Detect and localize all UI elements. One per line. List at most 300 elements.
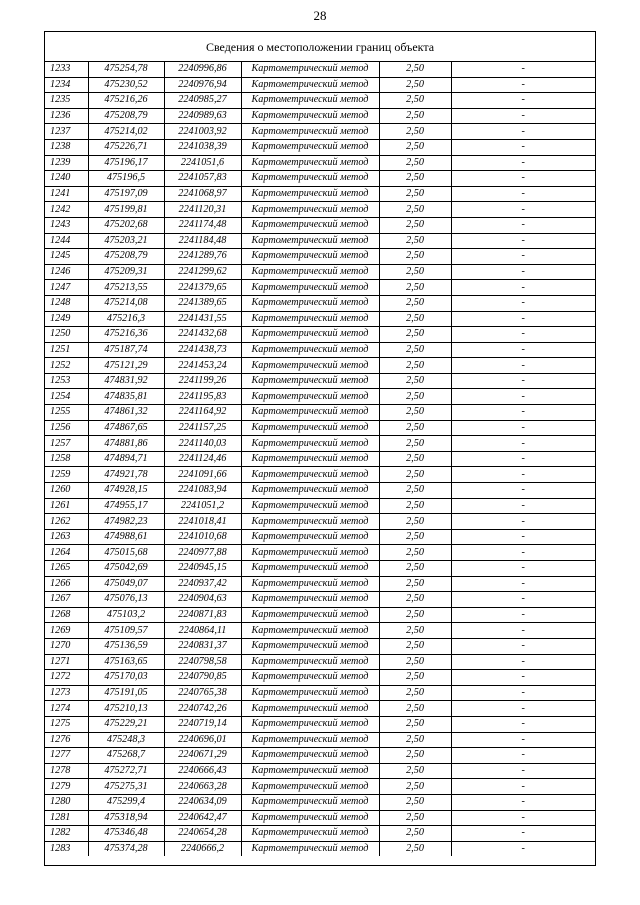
y-coordinate-cell: 2241389,65 xyxy=(164,295,241,311)
point-number-cell: 1262 xyxy=(45,514,88,530)
x-coordinate-cell: 475268,7 xyxy=(88,748,164,764)
accuracy-cell: 2,50 xyxy=(379,732,451,748)
point-number-cell: 1282 xyxy=(45,826,88,842)
point-number-cell: 1274 xyxy=(45,701,88,717)
method-cell: Картометрический метод xyxy=(241,280,379,296)
accuracy-cell: 2,50 xyxy=(379,451,451,467)
method-cell: Картометрический метод xyxy=(241,327,379,343)
method-cell: Картометрический метод xyxy=(241,545,379,561)
method-cell: Картометрический метод xyxy=(241,670,379,686)
method-cell: Картометрический метод xyxy=(241,264,379,280)
method-cell: Картометрический метод xyxy=(241,638,379,654)
table-row xyxy=(45,405,595,421)
table-row xyxy=(45,623,595,639)
y-coordinate-cell: 2241453,24 xyxy=(164,358,241,374)
point-number-cell: 1238 xyxy=(45,139,88,155)
x-coordinate-cell: 474921,78 xyxy=(88,467,164,483)
point-number-cell: 1241 xyxy=(45,186,88,202)
y-coordinate-cell: 2240871,83 xyxy=(164,607,241,623)
accuracy-cell: 2,50 xyxy=(379,529,451,545)
point-number-cell: 1266 xyxy=(45,576,88,592)
method-cell: Картометрический метод xyxy=(241,498,379,514)
accuracy-cell: 2,50 xyxy=(379,358,451,374)
accuracy-cell: 2,50 xyxy=(379,155,451,171)
y-coordinate-cell: 2241195,83 xyxy=(164,389,241,405)
description-cell: - xyxy=(451,748,595,764)
point-number-cell: 1255 xyxy=(45,405,88,421)
x-coordinate-cell: 475170,03 xyxy=(88,670,164,686)
point-number-cell: 1261 xyxy=(45,498,88,514)
y-coordinate-cell: 2241199,26 xyxy=(164,373,241,389)
boundary-points-table xyxy=(45,62,595,856)
description-cell: - xyxy=(451,826,595,842)
x-coordinate-cell: 474982,23 xyxy=(88,514,164,530)
x-coordinate-cell: 475209,31 xyxy=(88,264,164,280)
table-row xyxy=(45,202,595,218)
method-cell: Картометрический метод xyxy=(241,467,379,483)
method-cell: Картометрический метод xyxy=(241,483,379,499)
accuracy-cell: 2,50 xyxy=(379,576,451,592)
point-number-cell: 1251 xyxy=(45,342,88,358)
accuracy-cell: 2,50 xyxy=(379,171,451,187)
method-cell: Картометрический метод xyxy=(241,233,379,249)
accuracy-cell: 2,50 xyxy=(379,748,451,764)
description-cell: - xyxy=(451,77,595,93)
description-cell: - xyxy=(451,171,595,187)
method-cell: Картометрический метод xyxy=(241,592,379,608)
method-cell: Картометрический метод xyxy=(241,685,379,701)
description-cell: - xyxy=(451,576,595,592)
accuracy-cell: 2,50 xyxy=(379,763,451,779)
y-coordinate-cell: 2240790,85 xyxy=(164,670,241,686)
table-row xyxy=(45,311,595,327)
accuracy-cell: 2,50 xyxy=(379,794,451,810)
accuracy-cell: 2,50 xyxy=(379,295,451,311)
y-coordinate-cell: 2240671,29 xyxy=(164,748,241,764)
x-coordinate-cell: 474867,65 xyxy=(88,420,164,436)
method-cell: Картометрический метод xyxy=(241,561,379,577)
table-row xyxy=(45,576,595,592)
table-row xyxy=(45,779,595,795)
x-coordinate-cell: 475318,94 xyxy=(88,810,164,826)
description-cell: - xyxy=(451,373,595,389)
y-coordinate-cell: 2241140,03 xyxy=(164,436,241,452)
accuracy-cell: 2,50 xyxy=(379,514,451,530)
method-cell: Картометрический метод xyxy=(241,748,379,764)
accuracy-cell: 2,50 xyxy=(379,327,451,343)
x-coordinate-cell: 475214,08 xyxy=(88,295,164,311)
x-coordinate-cell: 475299,4 xyxy=(88,794,164,810)
description-cell: - xyxy=(451,607,595,623)
description-cell: - xyxy=(451,124,595,140)
point-number-cell: 1280 xyxy=(45,794,88,810)
method-cell: Картометрический метод xyxy=(241,701,379,717)
table-row xyxy=(45,561,595,577)
y-coordinate-cell: 2241091,66 xyxy=(164,467,241,483)
accuracy-cell: 2,50 xyxy=(379,389,451,405)
method-cell: Картометрический метод xyxy=(241,716,379,732)
y-coordinate-cell: 2240945,15 xyxy=(164,561,241,577)
y-coordinate-cell: 2240937,42 xyxy=(164,576,241,592)
table-row xyxy=(45,514,595,530)
accuracy-cell: 2,50 xyxy=(379,826,451,842)
accuracy-cell: 2,50 xyxy=(379,685,451,701)
table-row xyxy=(45,670,595,686)
description-cell: - xyxy=(451,483,595,499)
point-number-cell: 1250 xyxy=(45,327,88,343)
accuracy-cell: 2,50 xyxy=(379,654,451,670)
point-number-cell: 1235 xyxy=(45,93,88,109)
x-coordinate-cell: 475346,48 xyxy=(88,826,164,842)
method-cell: Картометрический метод xyxy=(241,841,379,856)
x-coordinate-cell: 475272,71 xyxy=(88,763,164,779)
table-row xyxy=(45,654,595,670)
table-row xyxy=(45,748,595,764)
description-cell: - xyxy=(451,732,595,748)
accuracy-cell: 2,50 xyxy=(379,139,451,155)
point-number-cell: 1272 xyxy=(45,670,88,686)
x-coordinate-cell: 475187,74 xyxy=(88,342,164,358)
table-row xyxy=(45,483,595,499)
table-row xyxy=(45,732,595,748)
x-coordinate-cell: 475213,55 xyxy=(88,280,164,296)
description-cell: - xyxy=(451,794,595,810)
method-cell: Картометрический метод xyxy=(241,436,379,452)
description-cell: - xyxy=(451,420,595,436)
accuracy-cell: 2,50 xyxy=(379,561,451,577)
table-row xyxy=(45,467,595,483)
point-number-cell: 1240 xyxy=(45,171,88,187)
point-number-cell: 1278 xyxy=(45,763,88,779)
description-cell: - xyxy=(451,545,595,561)
x-coordinate-cell: 475208,79 xyxy=(88,108,164,124)
table-row xyxy=(45,607,595,623)
description-cell: - xyxy=(451,93,595,109)
point-number-cell: 1279 xyxy=(45,779,88,795)
table-row xyxy=(45,358,595,374)
description-cell: - xyxy=(451,358,595,374)
y-coordinate-cell: 2241057,83 xyxy=(164,171,241,187)
description-cell: - xyxy=(451,592,595,608)
x-coordinate-cell: 474881,86 xyxy=(88,436,164,452)
method-cell: Картометрический метод xyxy=(241,810,379,826)
point-number-cell: 1263 xyxy=(45,529,88,545)
point-number-cell: 1277 xyxy=(45,748,88,764)
y-coordinate-cell: 2240996,86 xyxy=(164,62,241,77)
point-number-cell: 1243 xyxy=(45,217,88,233)
y-coordinate-cell: 2241157,25 xyxy=(164,420,241,436)
point-number-cell: 1264 xyxy=(45,545,88,561)
accuracy-cell: 2,50 xyxy=(379,670,451,686)
x-coordinate-cell: 475197,09 xyxy=(88,186,164,202)
y-coordinate-cell: 2240765,38 xyxy=(164,685,241,701)
point-number-cell: 1273 xyxy=(45,685,88,701)
page-number: 28 xyxy=(313,8,327,23)
x-coordinate-cell: 475121,29 xyxy=(88,358,164,374)
y-coordinate-cell: 2241003,92 xyxy=(164,124,241,140)
table-row xyxy=(45,249,595,265)
method-cell: Картометрический метод xyxy=(241,779,379,795)
description-cell: - xyxy=(451,529,595,545)
table-row xyxy=(45,186,595,202)
method-cell: Картометрический метод xyxy=(241,93,379,109)
accuracy-cell: 2,50 xyxy=(379,779,451,795)
table-row xyxy=(45,327,595,343)
table-row xyxy=(45,155,595,171)
method-cell: Картометрический метод xyxy=(241,826,379,842)
accuracy-cell: 2,50 xyxy=(379,62,451,77)
x-coordinate-cell: 475254,78 xyxy=(88,62,164,77)
y-coordinate-cell: 2241174,48 xyxy=(164,217,241,233)
method-cell: Картометрический метод xyxy=(241,373,379,389)
x-coordinate-cell: 475196,5 xyxy=(88,171,164,187)
description-cell: - xyxy=(451,810,595,826)
table-row xyxy=(45,124,595,140)
table-row xyxy=(45,280,595,296)
y-coordinate-cell: 2240642,47 xyxy=(164,810,241,826)
y-coordinate-cell: 2241038,39 xyxy=(164,139,241,155)
y-coordinate-cell: 2240985,27 xyxy=(164,93,241,109)
y-coordinate-cell: 2241184,48 xyxy=(164,233,241,249)
description-cell: - xyxy=(451,264,595,280)
method-cell: Картометрический метод xyxy=(241,529,379,545)
accuracy-cell: 2,50 xyxy=(379,467,451,483)
description-cell: - xyxy=(451,155,595,171)
y-coordinate-cell: 2240831,37 xyxy=(164,638,241,654)
x-coordinate-cell: 475049,07 xyxy=(88,576,164,592)
description-cell: - xyxy=(451,202,595,218)
description-cell: - xyxy=(451,389,595,405)
description-cell: - xyxy=(451,670,595,686)
accuracy-cell: 2,50 xyxy=(379,249,451,265)
method-cell: Картометрический метод xyxy=(241,311,379,327)
table-row xyxy=(45,264,595,280)
point-number-cell: 1283 xyxy=(45,841,88,856)
x-coordinate-cell: 474835,81 xyxy=(88,389,164,405)
point-number-cell: 1269 xyxy=(45,623,88,639)
method-cell: Картометрический метод xyxy=(241,295,379,311)
accuracy-cell: 2,50 xyxy=(379,93,451,109)
table-row xyxy=(45,826,595,842)
method-cell: Картометрический метод xyxy=(241,576,379,592)
y-coordinate-cell: 2240977,88 xyxy=(164,545,241,561)
description-cell: - xyxy=(451,561,595,577)
method-cell: Картометрический метод xyxy=(241,763,379,779)
x-coordinate-cell: 475216,36 xyxy=(88,327,164,343)
method-cell: Картометрический метод xyxy=(241,171,379,187)
x-coordinate-cell: 475076,13 xyxy=(88,592,164,608)
y-coordinate-cell: 2241083,94 xyxy=(164,483,241,499)
accuracy-cell: 2,50 xyxy=(379,810,451,826)
method-cell: Картометрический метод xyxy=(241,108,379,124)
description-cell: - xyxy=(451,405,595,421)
x-coordinate-cell: 475229,21 xyxy=(88,716,164,732)
description-cell: - xyxy=(451,716,595,732)
accuracy-cell: 2,50 xyxy=(379,638,451,654)
description-cell: - xyxy=(451,498,595,514)
accuracy-cell: 2,50 xyxy=(379,623,451,639)
method-cell: Картометрический метод xyxy=(241,217,379,233)
point-number-cell: 1242 xyxy=(45,202,88,218)
point-number-cell: 1244 xyxy=(45,233,88,249)
method-cell: Картометрический метод xyxy=(241,139,379,155)
description-cell: - xyxy=(451,701,595,717)
x-coordinate-cell: 475214,02 xyxy=(88,124,164,140)
method-cell: Картометрический метод xyxy=(241,607,379,623)
y-coordinate-cell: 2240634,09 xyxy=(164,794,241,810)
point-number-cell: 1236 xyxy=(45,108,88,124)
description-cell: - xyxy=(451,342,595,358)
accuracy-cell: 2,50 xyxy=(379,701,451,717)
y-coordinate-cell: 2241051,2 xyxy=(164,498,241,514)
table-row xyxy=(45,529,595,545)
description-cell: - xyxy=(451,108,595,124)
method-cell: Картометрический метод xyxy=(241,389,379,405)
table-row xyxy=(45,685,595,701)
description-cell: - xyxy=(451,327,595,343)
point-number-cell: 1256 xyxy=(45,420,88,436)
table-row xyxy=(45,592,595,608)
y-coordinate-cell: 2241018,41 xyxy=(164,514,241,530)
y-coordinate-cell: 2240864,11 xyxy=(164,623,241,639)
accuracy-cell: 2,50 xyxy=(379,498,451,514)
method-cell: Картометрический метод xyxy=(241,124,379,140)
description-cell: - xyxy=(451,623,595,639)
method-cell: Картометрический метод xyxy=(241,249,379,265)
description-cell: - xyxy=(451,186,595,202)
x-coordinate-cell: 475203,21 xyxy=(88,233,164,249)
method-cell: Картометрический метод xyxy=(241,342,379,358)
point-number-cell: 1253 xyxy=(45,373,88,389)
table-row xyxy=(45,93,595,109)
method-cell: Картометрический метод xyxy=(241,155,379,171)
method-cell: Картометрический метод xyxy=(241,794,379,810)
x-coordinate-cell: 475015,68 xyxy=(88,545,164,561)
x-coordinate-cell: 475109,57 xyxy=(88,623,164,639)
point-number-cell: 1234 xyxy=(45,77,88,93)
x-coordinate-cell: 475230,52 xyxy=(88,77,164,93)
point-number-cell: 1248 xyxy=(45,295,88,311)
point-number-cell: 1233 xyxy=(45,62,88,77)
accuracy-cell: 2,50 xyxy=(379,202,451,218)
description-cell: - xyxy=(451,233,595,249)
table-row xyxy=(45,841,595,856)
point-number-cell: 1259 xyxy=(45,467,88,483)
point-number-cell: 1275 xyxy=(45,716,88,732)
y-coordinate-cell: 2241379,65 xyxy=(164,280,241,296)
description-cell: - xyxy=(451,685,595,701)
y-coordinate-cell: 2241289,76 xyxy=(164,249,241,265)
table-row xyxy=(45,171,595,187)
method-cell: Картометрический метод xyxy=(241,405,379,421)
point-number-cell: 1245 xyxy=(45,249,88,265)
table-row xyxy=(45,451,595,467)
accuracy-cell: 2,50 xyxy=(379,841,451,856)
point-number-cell: 1249 xyxy=(45,311,88,327)
table-title: Сведения о местоположении границ объекта xyxy=(45,32,595,62)
description-cell: - xyxy=(451,638,595,654)
accuracy-cell: 2,50 xyxy=(379,124,451,140)
y-coordinate-cell: 2240696,01 xyxy=(164,732,241,748)
x-coordinate-cell: 475042,69 xyxy=(88,561,164,577)
y-coordinate-cell: 2240904,63 xyxy=(164,592,241,608)
accuracy-cell: 2,50 xyxy=(379,607,451,623)
method-cell: Картометрический метод xyxy=(241,654,379,670)
table-row xyxy=(45,373,595,389)
description-cell: - xyxy=(451,654,595,670)
point-number-cell: 1237 xyxy=(45,124,88,140)
table-row xyxy=(45,498,595,514)
table-row xyxy=(45,763,595,779)
y-coordinate-cell: 2241431,55 xyxy=(164,311,241,327)
x-coordinate-cell: 474955,17 xyxy=(88,498,164,514)
method-cell: Картометрический метод xyxy=(241,202,379,218)
point-number-cell: 1271 xyxy=(45,654,88,670)
x-coordinate-cell: 474861,32 xyxy=(88,405,164,421)
description-cell: - xyxy=(451,280,595,296)
point-number-cell: 1268 xyxy=(45,607,88,623)
description-cell: - xyxy=(451,779,595,795)
accuracy-cell: 2,50 xyxy=(379,311,451,327)
accuracy-cell: 2,50 xyxy=(379,233,451,249)
x-coordinate-cell: 475191,05 xyxy=(88,685,164,701)
x-coordinate-cell: 475275,31 xyxy=(88,779,164,795)
accuracy-cell: 2,50 xyxy=(379,716,451,732)
y-coordinate-cell: 2240719,14 xyxy=(164,716,241,732)
x-coordinate-cell: 475136,59 xyxy=(88,638,164,654)
y-coordinate-cell: 2241299,62 xyxy=(164,264,241,280)
y-coordinate-cell: 2241124,46 xyxy=(164,451,241,467)
method-cell: Картометрический метод xyxy=(241,420,379,436)
accuracy-cell: 2,50 xyxy=(379,592,451,608)
accuracy-cell: 2,50 xyxy=(379,217,451,233)
description-cell: - xyxy=(451,249,595,265)
method-cell: Картометрический метод xyxy=(241,186,379,202)
table-row xyxy=(45,389,595,405)
table-row xyxy=(45,420,595,436)
accuracy-cell: 2,50 xyxy=(379,420,451,436)
x-coordinate-cell: 475374,28 xyxy=(88,841,164,856)
accuracy-cell: 2,50 xyxy=(379,436,451,452)
accuracy-cell: 2,50 xyxy=(379,405,451,421)
x-coordinate-cell: 475216,26 xyxy=(88,93,164,109)
y-coordinate-cell: 2241068,97 xyxy=(164,186,241,202)
method-cell: Картометрический метод xyxy=(241,451,379,467)
y-coordinate-cell: 2241164,92 xyxy=(164,405,241,421)
description-cell: - xyxy=(451,841,595,856)
point-number-cell: 1265 xyxy=(45,561,88,577)
point-number-cell: 1247 xyxy=(45,280,88,296)
x-coordinate-cell: 475210,13 xyxy=(88,701,164,717)
point-number-cell: 1276 xyxy=(45,732,88,748)
x-coordinate-cell: 475196,17 xyxy=(88,155,164,171)
point-number-cell: 1258 xyxy=(45,451,88,467)
x-coordinate-cell: 474988,61 xyxy=(88,529,164,545)
table-row xyxy=(45,638,595,654)
y-coordinate-cell: 2241010,68 xyxy=(164,529,241,545)
x-coordinate-cell: 474894,71 xyxy=(88,451,164,467)
table-row xyxy=(45,810,595,826)
accuracy-cell: 2,50 xyxy=(379,77,451,93)
x-coordinate-cell: 474928,15 xyxy=(88,483,164,499)
y-coordinate-cell: 2241120,31 xyxy=(164,202,241,218)
method-cell: Картометрический метод xyxy=(241,732,379,748)
table-row xyxy=(45,545,595,561)
y-coordinate-cell: 2240989,63 xyxy=(164,108,241,124)
method-cell: Картометрический метод xyxy=(241,62,379,77)
x-coordinate-cell: 475248,3 xyxy=(88,732,164,748)
method-cell: Картометрический метод xyxy=(241,77,379,93)
